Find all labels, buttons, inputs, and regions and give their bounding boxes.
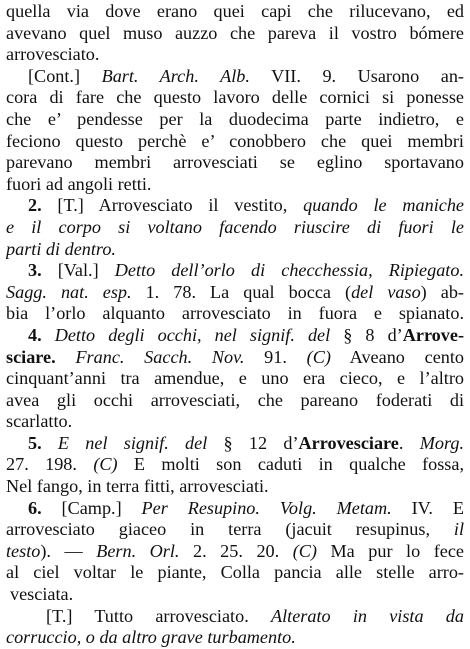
- text-segment: Alterato in vista da: [270, 605, 464, 626]
- text-segment: Bern. Orl.: [96, 540, 180, 561]
- text-line: [6, 131, 464, 153]
- text-line: [6, 411, 464, 433]
- text-segment: parti di dentro.: [6, 238, 116, 259]
- text-segment: Morg.: [419, 432, 464, 453]
- text-line: [6, 260, 464, 282]
- text-line: [6, 23, 464, 45]
- text-line: [6, 541, 464, 563]
- text-segment: [T.] Tutto arrovesciato.: [46, 605, 271, 626]
- text-segment: .: [398, 432, 420, 453]
- text-segment: Arrove-: [402, 324, 464, 345]
- text-segment: [Camp.]: [41, 497, 142, 518]
- text-segment: [56, 347, 76, 367]
- text-line: [6, 239, 464, 261]
- text-segment: VII. 9. Usarono an-: [249, 65, 464, 86]
- text-segment: (C): [93, 454, 118, 475]
- text-segment: 2. 25. 20.: [179, 540, 293, 561]
- text-line: [6, 390, 464, 412]
- text-line: [6, 433, 464, 455]
- text-line: [6, 519, 464, 541]
- text-segment: 4.: [28, 324, 42, 345]
- text-line: [6, 368, 464, 390]
- text-segment: [42, 325, 55, 345]
- text-line: [6, 282, 464, 304]
- text-segment: bia l’orlo alquanto arrovesciato in fuora e spianato.: [6, 303, 464, 324]
- text-segment: Franc. Sacch. Nov.: [75, 346, 245, 367]
- text-line: [6, 347, 464, 369]
- text-segment: Aveano cento: [330, 346, 464, 367]
- text-line: [6, 606, 464, 628]
- text-line: [6, 87, 464, 109]
- text-segment: al ciel voltar le piante, Colla pancia alle stelle arro-: [6, 562, 464, 583]
- text-segment: arrovesciato.: [6, 44, 100, 65]
- text-segment: Detto degli occhi, nel signif. del: [54, 324, 331, 345]
- text-segment: (C): [306, 346, 331, 367]
- text-segment: il: [453, 519, 464, 540]
- text-segment: 2.: [28, 195, 42, 216]
- text-segment: Sagg. nat. esp.: [6, 281, 132, 302]
- text-line: [6, 498, 464, 520]
- text-line: [6, 152, 464, 174]
- text-segment: IV. E: [391, 497, 464, 518]
- text-segment: fuori ad angoli retti.: [6, 173, 152, 194]
- text-segment: 6.: [28, 497, 42, 518]
- text-segment: cora di fare che questo lavoro delle cornici si ponesse: [6, 87, 464, 108]
- text-line: [6, 325, 464, 347]
- text-line: [6, 303, 464, 325]
- text-segment: testo: [6, 540, 41, 561]
- text-segment: Ma pur lo fece: [316, 540, 464, 561]
- text-segment: [42, 433, 58, 453]
- text-segment: vesciata.: [10, 584, 74, 605]
- text-line: [6, 584, 464, 606]
- text-segment: cinquant’anni tra amendue, e uno era cieco, e l’altro: [6, 368, 464, 389]
- text-segment: parevano membri arrovesciati se eglino sportavano: [6, 152, 464, 173]
- text-segment: E nel signif. del: [57, 432, 208, 453]
- text-segment: [Cont.]: [28, 65, 102, 86]
- text-segment: 27. 198.: [6, 454, 94, 475]
- text-segment: 5.: [28, 432, 42, 453]
- text-segment: Arrovesciare: [298, 432, 399, 453]
- text-line: [6, 1, 464, 23]
- text-line: [6, 217, 464, 239]
- text-segment: ) ab-: [420, 281, 464, 302]
- text-segment: Bart. Arch. Alb.: [101, 65, 250, 86]
- text-segment: 1. 78. La qual bocca (: [131, 281, 352, 302]
- text-segment: quella via dove erano quei capi che rilucevano, ed: [6, 1, 464, 21]
- text-line: [6, 109, 464, 131]
- text-segment: E molti son caduti in qualche fossa,: [117, 454, 464, 475]
- text-segment: § 12 d’: [207, 432, 299, 453]
- text-segment: Detto dell’orlo di checchessia, Ripiegato.: [114, 260, 464, 281]
- text-segment: corruccio, o da altro grave turbamento.: [6, 627, 296, 648]
- text-segment: (C): [292, 540, 317, 561]
- text-segment: Per Resupino. Volg. Metam.: [141, 497, 392, 518]
- text-segment: quando le maniche: [303, 195, 464, 216]
- text-line: [6, 627, 464, 649]
- text-segment: ). —: [40, 540, 97, 561]
- text-line: [6, 66, 464, 88]
- text-line: [6, 476, 464, 498]
- text-segment: 91.: [244, 346, 307, 367]
- text-line: [6, 174, 464, 196]
- text-segment: Nel fango, in terra fitti, arrovesciati.: [6, 476, 269, 497]
- text-segment: 3.: [28, 260, 42, 281]
- text-line: [6, 44, 464, 66]
- text-segment: § 8 d’: [330, 324, 403, 345]
- text-line: [6, 454, 464, 476]
- text-segment: [Val.]: [41, 260, 115, 281]
- text-segment: avevano quel muso auzzo che pareva il vostro bómere: [6, 22, 464, 43]
- text-segment: sciare.: [6, 346, 56, 367]
- text-segment: del vaso: [351, 281, 421, 302]
- text-line: [6, 562, 464, 584]
- text-segment: [T.] Arrovesciato il vestito,: [41, 195, 304, 216]
- text-segment: feciono questo perchè e’ conobbero che quei membri: [6, 130, 464, 151]
- text-segment: che e’ pendesse per la duodecima parte indietro, e: [6, 108, 464, 129]
- text-line: [6, 195, 464, 217]
- text-segment: scarlatto.: [6, 411, 73, 432]
- text-segment: avea gli occhi arrovesciati, che pareano foderati di: [6, 389, 464, 410]
- text-segment: arrovesciato giaceo in terra (jacuit resupinus,: [6, 519, 454, 540]
- text-segment: e il corpo si voltano facendo riuscire di fuori le: [6, 216, 464, 237]
